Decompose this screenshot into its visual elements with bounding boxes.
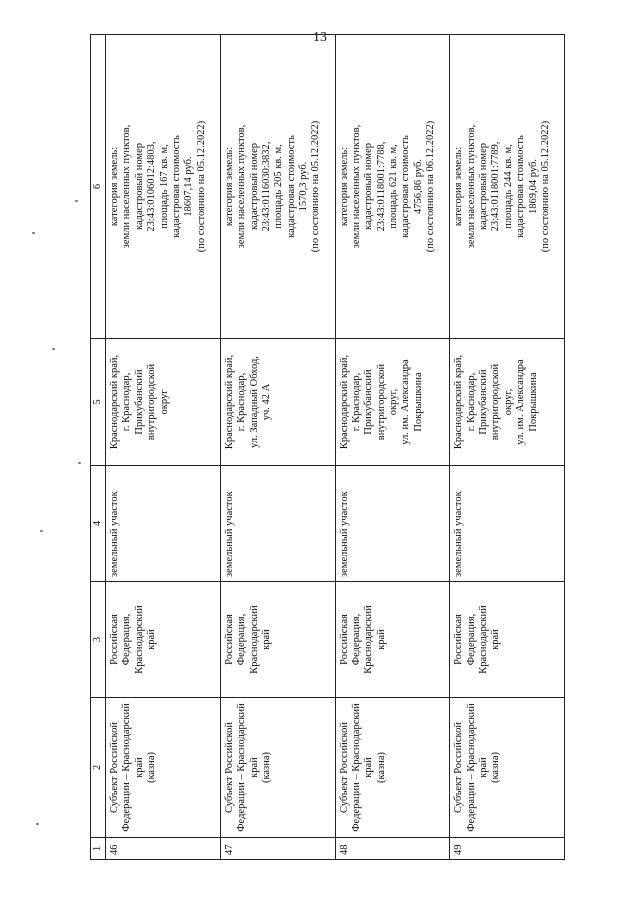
- details-cell: категория земель: земли населенных пунктов, кадастровый номер 23:43:0106012:4803, площадь 167 кв. м, кадастровая стоимость 18607,14 руб. (по состоянию на 05.12.2022): [106, 35, 221, 339]
- scan-speck: [75, 200, 78, 202]
- owner-cell: Субъект Российской Федерации – Краснодарский край (казна): [220, 698, 335, 838]
- rotated-table-container: [90, 35, 565, 860]
- column-header-3: 3: [91, 582, 106, 698]
- table-row: [450, 35, 565, 860]
- object-cell: земельный участок: [220, 466, 335, 582]
- country-cell: Российская Федерация, Краснодарский край: [335, 582, 450, 698]
- details-cell: категория земель: земли населенных пунктов, кадастровый номер 23:43:0118001:7789, площадь 244 кв. м, кадастровая стоимость 1869,04 руб. (по состоянию на 05.12.2022): [450, 35, 565, 339]
- scan-speck: [32, 232, 35, 234]
- scan-speck: [78, 462, 81, 464]
- table-row: [106, 35, 221, 860]
- object-cell: земельный участок: [450, 466, 565, 582]
- address-cell: Краснодарский край, г. Краснодар, Прикубанский внутригородской округ, ул. им. Александра Покрышкина: [335, 339, 450, 466]
- row-number: 48: [335, 838, 450, 860]
- country-cell: Российская Федерация, Краснодарский край: [450, 582, 565, 698]
- country-cell: Российская Федерация, Краснодарский край: [220, 582, 335, 698]
- row-number: 47: [220, 838, 335, 860]
- owner-cell: Субъект Российской Федерации – Краснодарский край (казна): [106, 698, 221, 838]
- column-header-6: 6: [91, 35, 106, 339]
- address-cell: Краснодарский край, г. Краснодар, ул. Западный Обход, уч. 42 А: [220, 339, 335, 466]
- row-number: 46: [106, 838, 221, 860]
- address-cell: Краснодарский край, г. Краснодар, Прикубанский внутригородской округ: [106, 339, 221, 466]
- owner-cell: Субъект Российской Федерации – Краснодарский край (казна): [335, 698, 450, 838]
- table-row: [220, 35, 335, 860]
- owner-cell: Субъект Российской Федерации – Краснодарский край (казна): [450, 698, 565, 838]
- header-row: [91, 35, 106, 860]
- page-number: 13: [313, 30, 327, 45]
- column-header-1: 1: [91, 838, 106, 860]
- table-row: [335, 35, 450, 860]
- scan-speck: [36, 823, 39, 825]
- country-cell: Российская Федерация, Краснодарский край: [106, 582, 221, 698]
- row-number: 49: [450, 838, 565, 860]
- scan-speck: [40, 530, 43, 532]
- object-cell: земельный участок: [106, 466, 221, 582]
- scan-speck: [52, 348, 55, 350]
- object-cell: земельный участок: [335, 466, 450, 582]
- details-cell: категория земель: земли населенных пунктов, кадастровый номер 23:43:0116030:3832, площадь 205 кв. м, кадастровая стоимость 1570,3 руб. (по состоянию на 05.12.2022): [220, 35, 335, 339]
- column-header-4: 4: [91, 466, 106, 582]
- details-cell: категория земель: земли населенных пунктов, кадастровый номер 23:43:0118001:7788, площадь 621 кв. м, кадастровая стоимость 4756,86 руб. (по состоянию на 06.12.2022): [335, 35, 450, 339]
- column-header-5: 5: [91, 339, 106, 466]
- column-header-2: 2: [91, 698, 106, 838]
- address-cell: Краснодарский край, г. Краснодар, Прикубанский внутригородской округ, ул. им. Александра Покрышкина: [450, 339, 565, 466]
- property-registry-table: [90, 34, 565, 860]
